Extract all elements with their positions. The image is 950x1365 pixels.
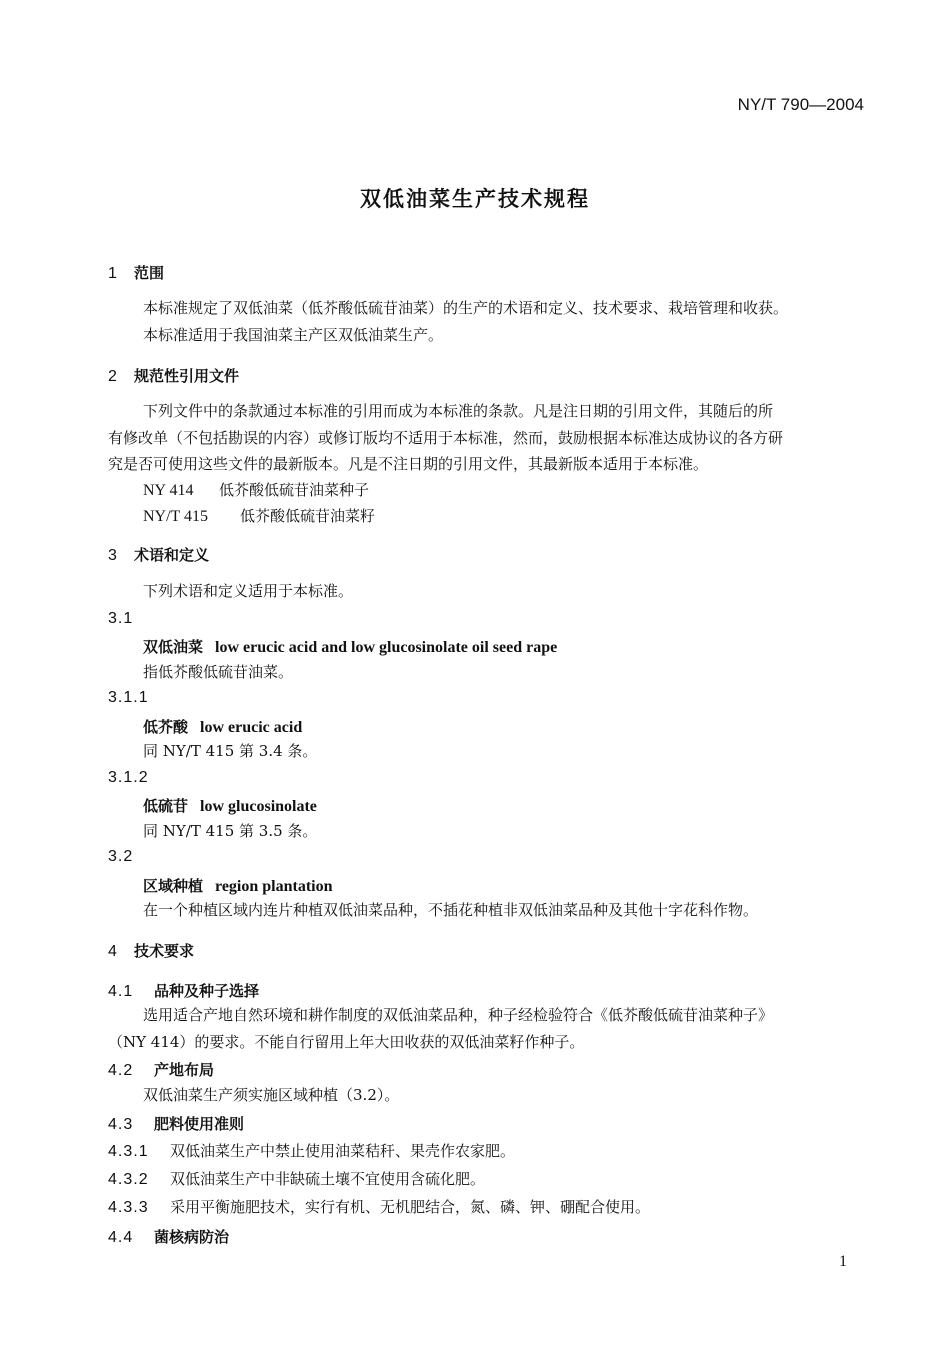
section-3-heading xyxy=(108,544,209,565)
term-english: low erucic acid xyxy=(200,719,303,736)
reference-code: NY 414 xyxy=(143,482,194,499)
subsection-title: 肥料使用准则 xyxy=(154,1115,245,1133)
section-4-heading xyxy=(108,940,194,961)
subsection-number: 4.2 xyxy=(108,1062,134,1079)
subsection-4-4-heading xyxy=(108,1226,229,1247)
term-definition: 在一个种植区域内连片种植双低油菜品种，不插花种植非双低油菜品种及其他十字花科作物。 xyxy=(143,901,759,919)
reference-name: 低芥酸低硫苷油菜种子 xyxy=(219,481,370,499)
section-title: 范围 xyxy=(134,264,165,282)
reference-item xyxy=(143,479,369,500)
term-chinese: 低硫苷 xyxy=(143,797,189,815)
section-title: 规范性引用文件 xyxy=(134,367,240,385)
paragraph: 有修改单（不包括勘误的内容）或修订版均不适用于本标准，然而，鼓励根据本标准达成协议的各方研 xyxy=(108,429,784,447)
term-definition: 同 NY/T 415 第 3.5 条。 xyxy=(143,822,318,840)
section-number: 4 xyxy=(108,943,117,960)
reference-name: 低芥酸低硫苷油菜籽 xyxy=(240,507,376,525)
paragraph: 双低油菜生产须实施区域种植（3.2）。 xyxy=(143,1086,400,1104)
term-heading xyxy=(143,636,557,657)
clause-item xyxy=(108,1194,650,1221)
subsection-4-3-heading xyxy=(108,1113,244,1134)
paragraph: 选用适合产地自然环境和耕作制度的双低油菜品种，种子经检验符合《低芥酸低硫苷油菜种子》 xyxy=(143,1006,774,1024)
term-number: 3.1.1 xyxy=(108,689,149,706)
paragraph: 下列文件中的条款通过本标准的引用而成为本标准的条款。凡是注日期的引用文件，其随后的所 xyxy=(143,402,774,420)
term-heading xyxy=(143,716,302,737)
section-title: 技术要求 xyxy=(134,942,195,960)
paragraph: 究是否可使用这些文件的最新版本。凡是不注日期的引用文件，其最新版本适用于本标准。 xyxy=(108,455,709,473)
clause-text: 双低油菜生产中非缺硫土壤不宜使用含硫化肥。 xyxy=(170,1170,486,1188)
term-heading xyxy=(143,875,333,896)
term-number: 3.1 xyxy=(108,610,134,627)
term-number: 3.1.2 xyxy=(108,769,149,786)
subsection-4-2-heading xyxy=(108,1059,214,1080)
term-chinese: 区域种植 xyxy=(143,877,204,895)
subsection-4-1-heading xyxy=(108,980,259,1001)
term-heading xyxy=(143,795,317,816)
section-1-heading xyxy=(108,262,164,283)
standard-number: NY/T 790—2004 xyxy=(737,95,864,114)
clause-number: 4.3.2 xyxy=(108,1171,149,1188)
subsection-title: 菌核病防治 xyxy=(154,1228,230,1246)
clause-item xyxy=(108,1166,485,1193)
term-chinese: 低芥酸 xyxy=(143,718,189,736)
section-2-heading xyxy=(108,365,239,386)
term-definition: 指低芥酸低硫苷油菜。 xyxy=(143,663,294,681)
page-number: 1 xyxy=(839,1253,847,1270)
subsection-title: 品种及种子选择 xyxy=(154,982,260,1000)
term-chinese: 双低油菜 xyxy=(143,638,204,656)
paragraph: 下列术语和定义适用于本标准。 xyxy=(143,582,354,600)
paragraph: 本标准规定了双低油菜（低芥酸低硫苷油菜）的生产的术语和定义、技术要求、栽培管理和收获。 xyxy=(143,299,789,317)
section-number: 2 xyxy=(108,368,117,385)
reference-code: NY/T 415 xyxy=(143,508,209,525)
clause-item xyxy=(108,1138,515,1165)
clause-number: 4.3.1 xyxy=(108,1143,149,1160)
term-english: region plantation xyxy=(215,878,333,895)
section-number: 3 xyxy=(108,547,117,564)
clause-number: 4.3.3 xyxy=(108,1199,149,1216)
subsection-number: 4.1 xyxy=(108,983,134,1000)
clause-text: 双低油菜生产中禁止使用油菜秸秆、果壳作农家肥。 xyxy=(170,1142,516,1160)
term-number: 3.2 xyxy=(108,848,134,865)
section-title: 术语和定义 xyxy=(134,546,210,564)
term-definition: 同 NY/T 415 第 3.4 条。 xyxy=(143,742,318,760)
subsection-number: 4.3 xyxy=(108,1116,134,1133)
subsection-title: 产地布局 xyxy=(154,1061,215,1079)
reference-item xyxy=(143,505,375,526)
paragraph: （NY 414）的要求。不能自行留用上年大田收获的双低油菜籽作种子。 xyxy=(108,1033,585,1051)
clause-text: 采用平衡施肥技术，实行有机、无机肥结合，氮、磷、钾、硼配合使用。 xyxy=(170,1198,651,1216)
term-english: low erucic acid and low glucosinolate oil seed rape xyxy=(215,639,558,656)
subsection-number: 4.4 xyxy=(108,1229,134,1246)
section-number: 1 xyxy=(108,265,117,282)
document-title: 双低油菜生产技术规程 xyxy=(360,187,590,211)
term-english: low glucosinolate xyxy=(200,798,317,815)
paragraph: 本标准适用于我国油菜主产区双低油菜生产。 xyxy=(143,326,444,344)
